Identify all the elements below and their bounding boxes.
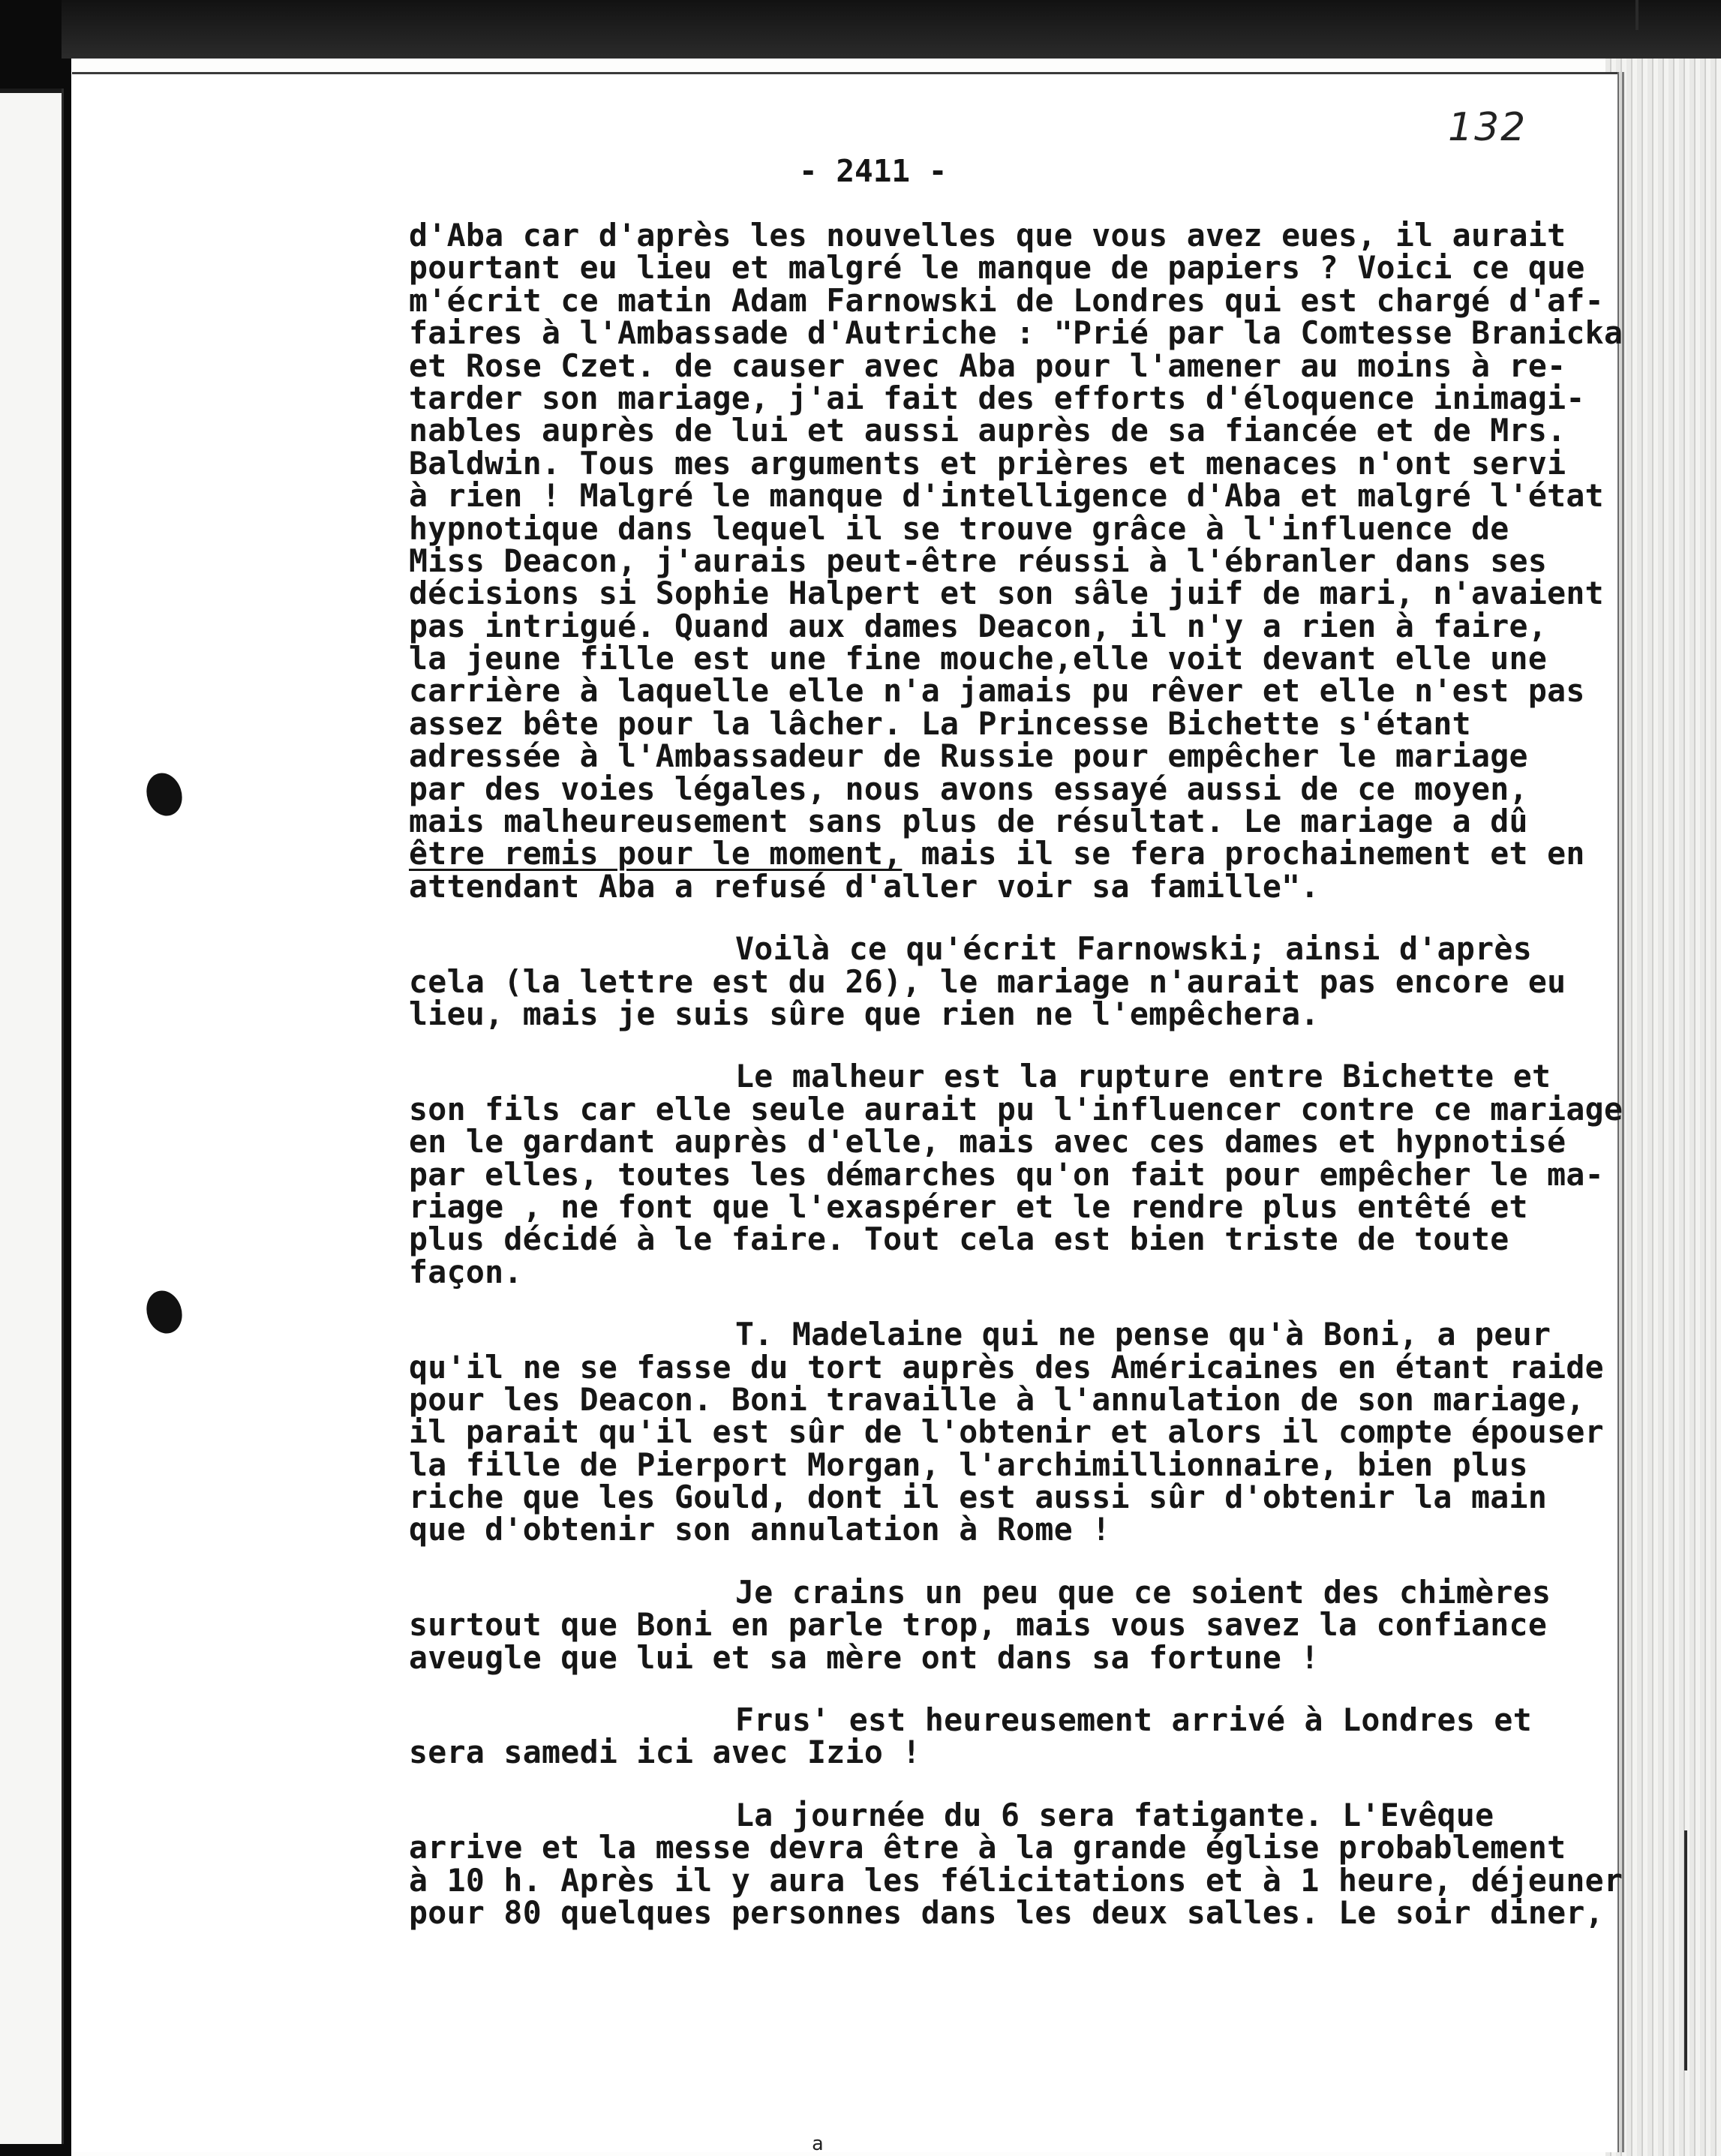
text-line xyxy=(409,835,1639,872)
text-line: en le gardant auprès d'elle, mais avec ces dames et hypnotisé xyxy=(409,1123,1566,1161)
scan-mark xyxy=(1654,1830,1687,2070)
text-line: Frus' est heureusement arrivé à Londres et xyxy=(735,1701,1532,1739)
text-line: par des voies légales, nous avons essayé aussi de ce moyen, xyxy=(409,770,1528,807)
text-line: Je crains un peu que ce soient des chimères xyxy=(735,1573,1551,1611)
underlined-phrase: être remis pour le moment, xyxy=(409,835,903,872)
paragraph xyxy=(409,1060,1639,1288)
text-line: La journée du 6 sera fatigante. L'Evêque xyxy=(735,1796,1494,1833)
text-line: la jeune fille est une fine mouche,elle voit devant elle une xyxy=(409,640,1548,677)
text-line: carrière à laquelle elle n'a jamais pu rêver et elle n'est pas xyxy=(409,672,1585,710)
text-segment: mais il se fera prochainement et en xyxy=(902,835,1585,872)
text-line: Le malheur est la rupture entre Bichette et xyxy=(735,1058,1551,1095)
text-line: il parait qu'il est sûr de l'obtenir et alors il compte épouser xyxy=(409,1413,1604,1451)
text-line: à rien ! Malgré le manque d'intelligence d'Aba et malgré l'état xyxy=(409,477,1604,515)
text-line: à 10 h. Après il y aura les félicitations et à 1 heure, déjeuner xyxy=(409,1861,1623,1899)
text-line: pour 80 quelques personnes dans les deux salles. Le soir diner, xyxy=(409,1893,1604,1931)
page-number: - 2411 - xyxy=(799,153,948,189)
folio-number: 132 xyxy=(1448,105,1527,150)
text-line: assez bête pour la lâcher. La Princesse Bichette s'étant xyxy=(409,704,1471,742)
text-line: hypnotique dans lequel il se trouve grâce à l'influence de xyxy=(409,509,1509,547)
text-line: tarder son mariage, j'ai fait des efforts d'éloquence inimagi- xyxy=(409,379,1585,416)
text-line: façon. xyxy=(409,1253,523,1290)
paragraph xyxy=(409,1796,1639,1931)
text-line: surtout que Boni en parle trop, mais vous savez la confiance xyxy=(409,1606,1548,1644)
text-line: son fils car elle seule aurait pu l'influencer contre ce mariage xyxy=(409,1090,1623,1128)
text-line: cela (la lettre est du 26), le mariage n'aurait pas encore eu xyxy=(409,962,1566,1000)
text-line: riage , ne font que l'exaspérer et le rendre plus entêté et xyxy=(409,1188,1528,1225)
text-line: riche que les Gould, dont il est aussi sûr d'obtenir la main xyxy=(409,1479,1548,1516)
text-line: pourtant eu lieu et malgré le manque de papiers ? Voici ce que xyxy=(409,249,1585,287)
text-line: m'écrit ce matin Adam Farnowski de Londres qui est chargé d'af- xyxy=(409,281,1604,319)
text-line: pour les Deacon. Boni travaille à l'annulation de son mariage, xyxy=(409,1380,1585,1418)
text-line: décisions si Sophie Halpert et son sâle juif de mari, n'avaient xyxy=(409,575,1604,612)
text-line: Miss Deacon, j'aurais peut-être réussi à l'ébranler dans ses xyxy=(409,542,1548,579)
paragraph xyxy=(409,1318,1639,1546)
text-line: d'Aba car d'après les nouvelles que vous avez eues, il aurait xyxy=(409,217,1566,254)
letter-body xyxy=(409,219,1639,1929)
bottom-mark: a xyxy=(812,2133,824,2155)
text-line: arrive et la messe devra être à la grande église probablement xyxy=(409,1829,1566,1866)
text-line: et Rose Czet. de causer avec Aba pour l'amener au moins à re- xyxy=(409,347,1566,384)
paragraph xyxy=(409,1573,1639,1676)
text-line: attendant Aba a refusé d'aller voir sa famille". xyxy=(409,867,1320,905)
text-line: pas intrigué. Quand aux dames Deacon, il n'y a rien à faire, xyxy=(409,607,1548,644)
text-line: la fille de Pierport Morgan, l'archimillionnaire, bien plus xyxy=(409,1446,1528,1483)
paragraph xyxy=(409,932,1639,1030)
text-line: qu'il ne se fasse du tort auprès des Américaines en étant raide xyxy=(409,1348,1604,1386)
text-line: par elles, toutes les démarches qu'on fait pour empêcher le ma- xyxy=(409,1155,1604,1193)
text-line: lieu, mais je suis sûre que rien ne l'empêchera. xyxy=(409,995,1320,1032)
text-line: aveugle que lui et sa mère ont dans sa fortune ! xyxy=(409,1638,1320,1676)
scan-border-top xyxy=(62,0,1721,59)
text-line: faires à l'Ambassade d'Autriche : "Prié par la Comtesse Branicka xyxy=(409,314,1623,352)
text-line: plus décidé à le faire. Tout cela est bien triste de toute xyxy=(409,1221,1509,1258)
text-line: mais malheureusement sans plus de résultat. Le mariage a dû xyxy=(409,803,1528,840)
text-line: Voilà ce qu'écrit Farnowski; ainsi d'après xyxy=(735,930,1532,968)
text-line: Baldwin. Tous mes arguments et prières et menaces n'ont servi xyxy=(409,444,1566,482)
paragraph xyxy=(409,1701,1639,1771)
text-line: adressée à l'Ambassadeur de Russie pour empêcher le mariage xyxy=(409,737,1528,775)
scan-mark xyxy=(1635,0,1638,30)
previous-sheet-edge xyxy=(0,89,64,2144)
text-line: sera samedi ici avec Izio ! xyxy=(409,1734,921,1771)
text-line: T. Madelaine qui ne pense qu'à Boni, a peur xyxy=(735,1316,1551,1353)
text-line: nables auprès de lui et aussi auprès de sa fiancée et de Mrs. xyxy=(409,412,1566,449)
text-line: que d'obtenir son annulation à Rome ! xyxy=(409,1511,1111,1548)
paragraph xyxy=(409,217,1639,905)
